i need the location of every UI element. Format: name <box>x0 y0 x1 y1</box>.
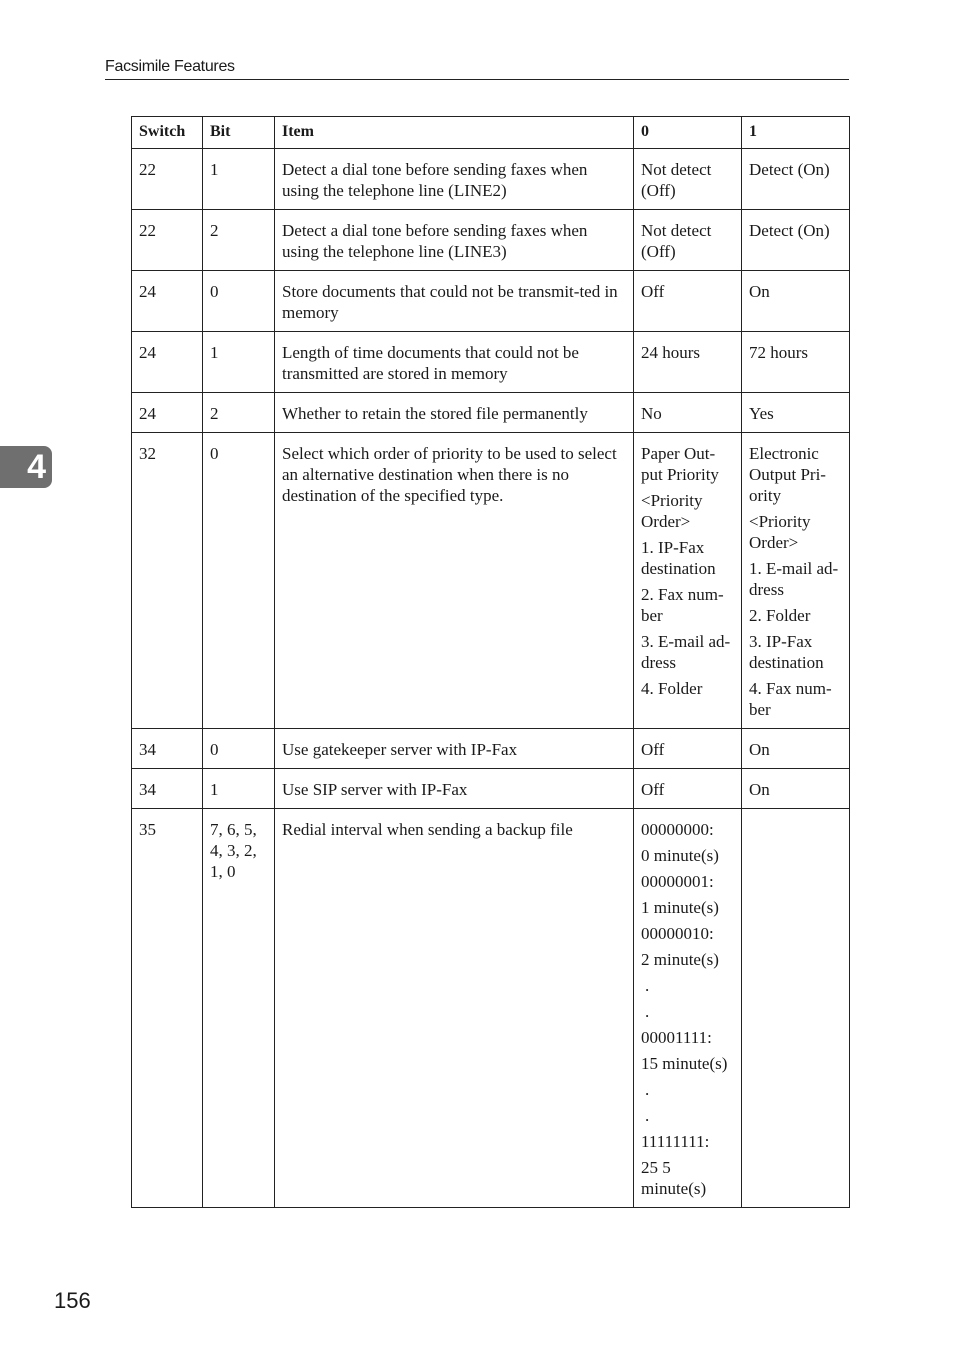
running-header <box>105 57 849 80</box>
cell-item: Redial interval when sending a backup file <box>275 809 634 1208</box>
cell-line: On <box>749 780 770 799</box>
cell-line: 0 minute(s) <box>641 846 719 865</box>
cell-line: On <box>749 282 770 301</box>
header-title: Facsimile Features <box>105 58 235 75</box>
cell-line: Electronic Output Pri-ority <box>749 444 826 505</box>
cell-line: 3. IP-Fax destination <box>749 632 824 672</box>
cell-switch: 34 <box>132 729 203 769</box>
cell-value-1 <box>742 332 850 393</box>
cell-bit: 0 <box>203 433 275 729</box>
cell-value-0 <box>634 332 742 393</box>
cell-line: 00001111: <box>641 1028 712 1047</box>
cell-line: 4. Folder <box>641 679 703 698</box>
cell-switch: 22 <box>132 149 203 210</box>
cell-line: 2. Folder <box>749 606 811 625</box>
cell-bit: 1 <box>203 149 275 210</box>
cell-value-1 <box>742 809 850 1208</box>
table-body <box>132 149 850 1208</box>
cell-value-0 <box>634 210 742 271</box>
column-header-item: Item <box>275 117 634 149</box>
cell-item: Detect a dial tone before sending faxes when using the telephone line (LINE2) <box>275 149 634 210</box>
cell-switch: 35 <box>132 809 203 1208</box>
column-header-bit: Bit <box>203 117 275 149</box>
cell-item: Length of time documents that could not be transmitted are stored in memory <box>275 332 634 393</box>
cell-bit: 7, 6, 5, 4, 3, 2, 1, 0 <box>203 809 275 1208</box>
cell-value-0 <box>634 149 742 210</box>
cell-line: Yes <box>749 404 774 423</box>
cell-line: On <box>749 740 770 759</box>
cell-line: Not detect (Off) <box>641 221 712 261</box>
cell-value-1 <box>742 769 850 809</box>
table-row <box>132 809 850 1208</box>
cell-line: 1. IP-Fax destination <box>641 538 716 578</box>
cell-value-1 <box>742 433 850 729</box>
column-header-0: 0 <box>634 117 742 149</box>
cell-item: Detect a dial tone before sending faxes when using the telephone line (LINE3) <box>275 210 634 271</box>
cell-line: . <box>645 1080 650 1099</box>
table-row <box>132 393 850 433</box>
cell-line: 3. E-mail ad-dress <box>641 632 731 672</box>
cell-switch: 24 <box>132 332 203 393</box>
cell-line: 1. E-mail ad-dress <box>749 559 839 599</box>
cell-line: 15 minute(s) <box>641 1054 728 1073</box>
table-row <box>132 729 850 769</box>
cell-bit: 1 <box>203 769 275 809</box>
cell-value-0 <box>634 433 742 729</box>
cell-line: Paper Out-put Priority <box>641 444 719 484</box>
cell-item: Use gatekeeper server with IP-Fax <box>275 729 634 769</box>
table-row <box>132 332 850 393</box>
cell-line: . <box>645 1002 650 1021</box>
cell-value-1 <box>742 729 850 769</box>
cell-bit: 2 <box>203 393 275 433</box>
cell-line: Not detect (Off) <box>641 160 712 200</box>
cell-line: <Priority Order> <box>641 491 703 531</box>
cell-value-1 <box>742 393 850 433</box>
cell-bit: 0 <box>203 729 275 769</box>
table-row <box>132 149 850 210</box>
cell-line: 11111111: <box>641 1132 710 1151</box>
cell-value-0 <box>634 769 742 809</box>
chapter-tab: 4 <box>0 446 52 488</box>
cell-line: 2. Fax num-ber <box>641 585 724 625</box>
cell-value-0 <box>634 393 742 433</box>
cell-value-0 <box>634 729 742 769</box>
cell-line: 72 hours <box>749 343 809 362</box>
table-header-row <box>132 117 850 149</box>
cell-item: Use SIP server with IP-Fax <box>275 769 634 809</box>
cell-switch: 34 <box>132 769 203 809</box>
cell-line: Detect (On) <box>749 221 830 240</box>
cell-switch: 24 <box>132 271 203 332</box>
cell-line: 2 minute(s) <box>641 950 719 969</box>
cell-switch: 32 <box>132 433 203 729</box>
cell-line: . <box>645 976 650 995</box>
cell-switch: 22 <box>132 210 203 271</box>
table-row <box>132 433 850 729</box>
cell-line: <Priority Order> <box>749 512 811 552</box>
cell-item: Store documents that could not be transmit-ted in memory <box>275 271 634 332</box>
cell-value-1 <box>742 271 850 332</box>
cell-value-0 <box>634 271 742 332</box>
cell-line: 00000000: <box>641 820 714 839</box>
table-row <box>132 210 850 271</box>
table-row <box>132 271 850 332</box>
cell-item: Select which order of priority to be used to select an alternative destination when there is no destination of the specified type. <box>275 433 634 729</box>
cell-line: Detect (On) <box>749 160 830 179</box>
table-row <box>132 769 850 809</box>
column-header-1: 1 <box>742 117 850 149</box>
page-number: 156 <box>54 1288 91 1313</box>
cell-line: 25 5 minute(s) <box>641 1158 707 1198</box>
cell-line: . <box>645 1106 650 1125</box>
cell-line: 1 minute(s) <box>641 898 719 917</box>
cell-value-1 <box>742 210 850 271</box>
cell-line: Off <box>641 780 665 799</box>
cell-value-1 <box>742 149 850 210</box>
cell-bit: 2 <box>203 210 275 271</box>
cell-bit: 1 <box>203 332 275 393</box>
cell-switch: 24 <box>132 393 203 433</box>
cell-bit: 0 <box>203 271 275 332</box>
cell-line: Off <box>641 282 665 301</box>
cell-value-0 <box>634 809 742 1208</box>
cell-line: 00000010: <box>641 924 714 943</box>
cell-line: 4. Fax num-ber <box>749 679 832 719</box>
cell-item: Whether to retain the stored file permanently <box>275 393 634 433</box>
cell-line: Off <box>641 740 665 759</box>
cell-line: No <box>641 404 662 423</box>
column-header-switch: Switch <box>132 117 203 149</box>
cell-line: 24 hours <box>641 343 701 362</box>
switch-settings-table <box>131 116 850 1208</box>
cell-line: 00000001: <box>641 872 714 891</box>
